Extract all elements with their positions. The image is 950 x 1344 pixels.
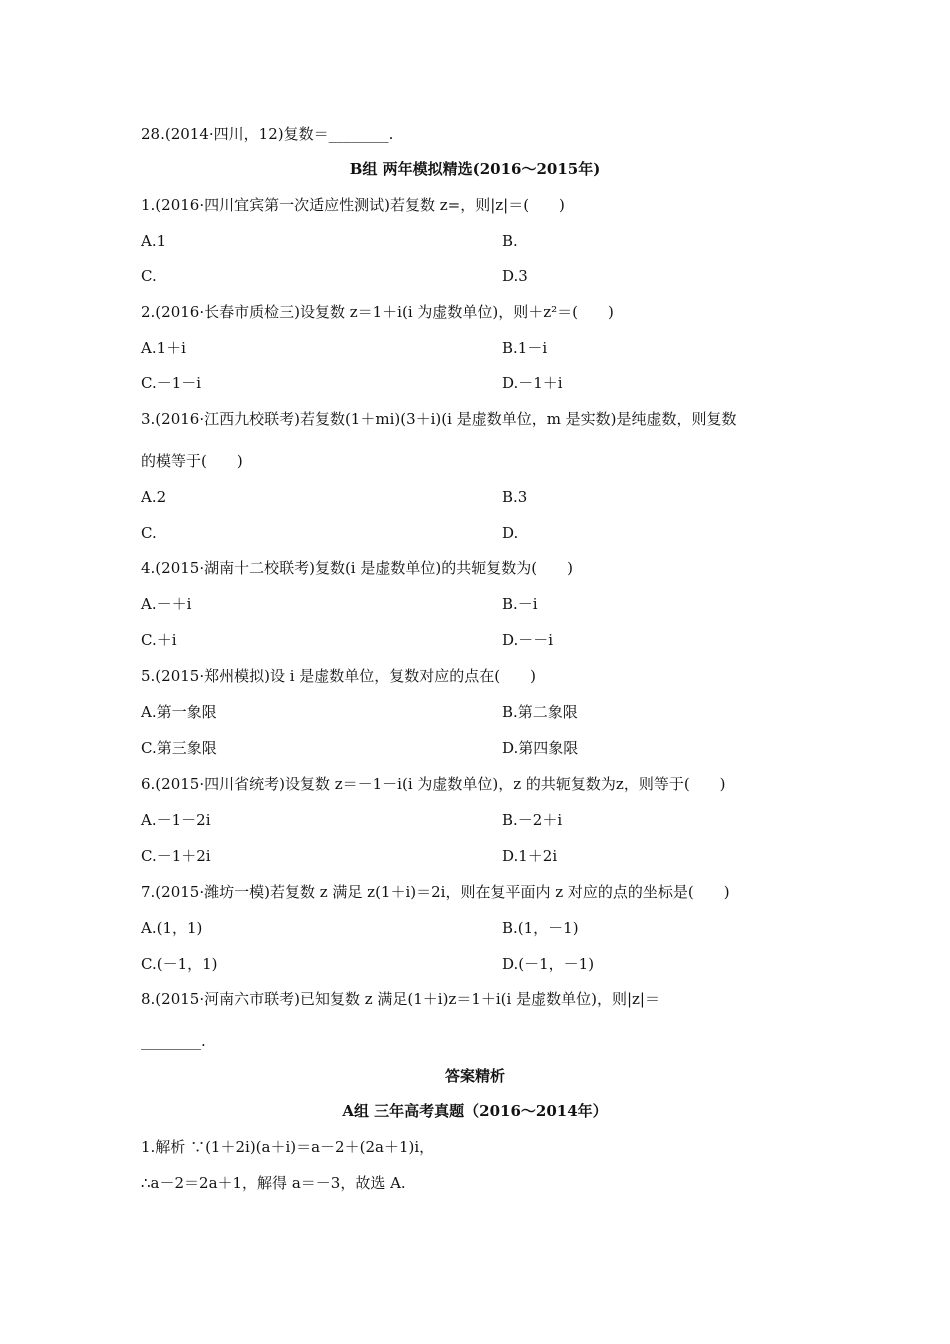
q3-option-b: B.3 — [502, 488, 528, 506]
q6-option-c: C.－1＋2i — [141, 847, 211, 865]
q5-option-b: B.第二象限 — [502, 703, 578, 721]
q1-option-b: B. — [502, 232, 518, 250]
question-2-stem: 2.(2016·长春市质检三)设复数 z＝1＋i(i 为虚数单位)，则＋z²＝( ) — [141, 303, 614, 321]
q4-option-a: A.－＋i — [141, 595, 192, 613]
q2-option-b: B.1－i — [502, 339, 548, 357]
q7-option-a: A.(1，1) — [141, 919, 203, 937]
question-6-stem: 6.(2015·四川省统考)设复数 z＝－1－i(i 为虚数单位)，z 的共轭复数为z，则等于( ) — [141, 775, 726, 793]
question-8-stem-cont: ________. — [141, 1032, 206, 1050]
q7-option-b: B.(1，－1) — [502, 919, 579, 937]
q2-option-d: D.－1＋i — [502, 374, 563, 392]
question-8-stem: 8.(2015·河南六市联考)已知复数 z 满足(1＋i)z＝1＋i(i 是虚数单位)，则|z|＝ — [141, 990, 660, 1008]
question-4-stem: 4.(2015·湖南十二校联考)复数(i 是虚数单位)的共轭复数为( ) — [141, 559, 573, 577]
question-7-stem: 7.(2015·潍坊一模)若复数 z 满足 z(1＋i)＝2i，则在复平面内 z 对应的点的坐标是( ) — [141, 883, 730, 901]
q5-option-a: A.第一象限 — [141, 703, 217, 721]
solution-line-1: 1.解析 ∵(1＋2i)(a＋i)＝a－2＋(2a＋1)i， — [141, 1138, 435, 1156]
q4-option-c: C.＋i — [141, 631, 177, 649]
q6-option-d: D.1＋2i — [502, 847, 558, 865]
q7-option-c: C.(－1，1) — [141, 955, 218, 973]
q1-option-c: C. — [141, 267, 157, 285]
section-b-title: B组 两年模拟精选(2016～2015年) — [349, 160, 601, 178]
answers-title: 答案精析 — [444, 1067, 505, 1085]
q6-option-b: B.－2＋i — [502, 811, 563, 829]
q1-option-a: A.1 — [141, 232, 167, 250]
question-5-stem: 5.(2015·郑州模拟)设 i 是虚数单位，复数对应的点在( ) — [141, 667, 536, 685]
q2-option-c: C.－1－i — [141, 374, 202, 392]
q5-option-d: D.第四象限 — [502, 739, 579, 757]
section-a-title: A组 三年高考真题（2016～2014年） — [342, 1102, 608, 1120]
q3-option-a: A.2 — [141, 488, 167, 506]
q3-option-d: D. — [502, 524, 519, 542]
question-28: 28.(2014·四川，12)复数＝________. — [141, 125, 394, 143]
question-3-stem: 3.(2016·江西九校联考)若复数(1＋mi)(3＋i)(i 是虚数单位，m 是实数)是纯虚数，则复数 — [141, 410, 737, 428]
q4-option-b: B.－i — [502, 595, 538, 613]
q4-option-d: D.－－i — [502, 631, 554, 649]
q6-option-a: A.－1－2i — [141, 811, 211, 829]
solution-line-2: ∴a－2＝2a＋1，解得 a＝－3，故选 A. — [141, 1174, 406, 1192]
q7-option-d: D.(－1，－1) — [502, 955, 595, 973]
question-1-stem: 1.(2016·四川宜宾第一次适应性测试)若复数 z=，则|z|＝( ) — [141, 196, 565, 214]
q3-option-c: C. — [141, 524, 157, 542]
q5-option-c: C.第三象限 — [141, 739, 217, 757]
question-3-stem-cont: 的模等于( ) — [141, 452, 243, 470]
q2-option-a: A.1＋i — [141, 339, 186, 357]
q1-option-d: D.3 — [502, 267, 528, 285]
